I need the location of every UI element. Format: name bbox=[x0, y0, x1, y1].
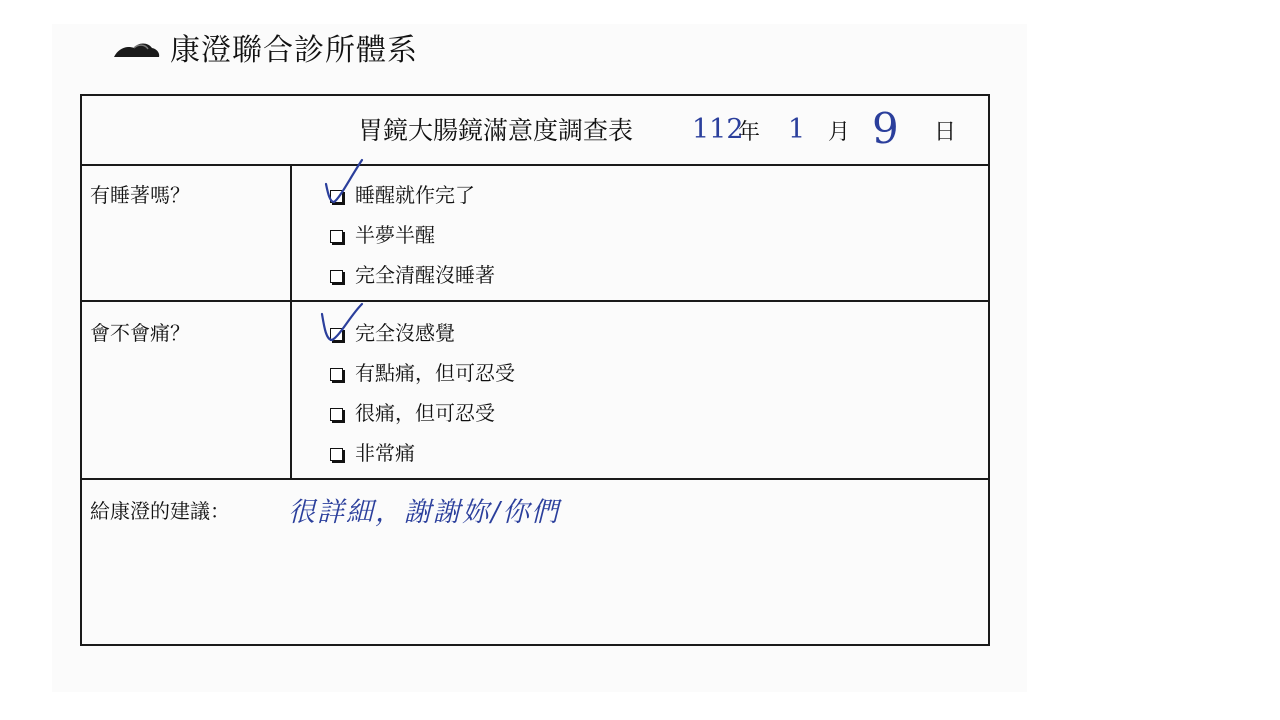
option-label: 睡醒就作完了 bbox=[355, 183, 475, 207]
sleep-question: 有睡著嗎？ bbox=[90, 183, 190, 207]
suggestion-label: 給康澄的建議： bbox=[90, 499, 230, 523]
date-year-value: 112 bbox=[692, 114, 744, 145]
option-label: 非常痛 bbox=[355, 441, 415, 465]
checkbox[interactable] bbox=[330, 270, 343, 283]
pain-option-3[interactable] bbox=[330, 400, 495, 426]
cloud-brand-icon bbox=[112, 40, 160, 62]
option-label: 半夢半醒 bbox=[355, 223, 435, 247]
sleep-option-3[interactable] bbox=[330, 262, 495, 288]
title-row bbox=[82, 96, 988, 166]
option-label: 完全沒感覺 bbox=[355, 321, 455, 345]
pain-option-4[interactable] bbox=[330, 440, 415, 466]
form-title: 胃鏡大腸鏡滿意度調查表 bbox=[358, 116, 634, 145]
clinic-name: 康澄聯合診所體系 bbox=[170, 33, 418, 68]
date-day-value: 9 bbox=[872, 104, 899, 153]
survey-form bbox=[80, 94, 990, 646]
suggestion-handwriting[interactable]: 很詳細，謝謝妳/你們 bbox=[288, 497, 561, 528]
checkbox[interactable] bbox=[330, 368, 343, 381]
handwritten-checkmark-icon bbox=[322, 158, 372, 202]
divider-line bbox=[82, 300, 988, 302]
checkbox[interactable] bbox=[330, 408, 343, 421]
pain-question: 會不會痛？ bbox=[90, 321, 190, 345]
divider-line bbox=[82, 164, 988, 166]
checkbox[interactable] bbox=[330, 448, 343, 461]
sleep-option-2[interactable] bbox=[330, 222, 435, 248]
date-day-label: 日 bbox=[934, 120, 957, 145]
option-label: 很痛，但可忍受 bbox=[355, 401, 495, 425]
divider-line bbox=[82, 478, 988, 480]
date-month-value: 1 bbox=[788, 114, 806, 145]
date-year-label: 年 bbox=[738, 120, 761, 145]
column-divider bbox=[290, 164, 292, 480]
date-month-label: 月 bbox=[828, 120, 851, 145]
pain-option-2[interactable] bbox=[330, 360, 515, 386]
option-label: 有點痛，但可忍受 bbox=[355, 361, 515, 385]
handwritten-checkmark-icon bbox=[318, 304, 368, 348]
option-label: 完全清醒沒睡著 bbox=[355, 263, 495, 287]
checkbox[interactable] bbox=[330, 230, 343, 243]
